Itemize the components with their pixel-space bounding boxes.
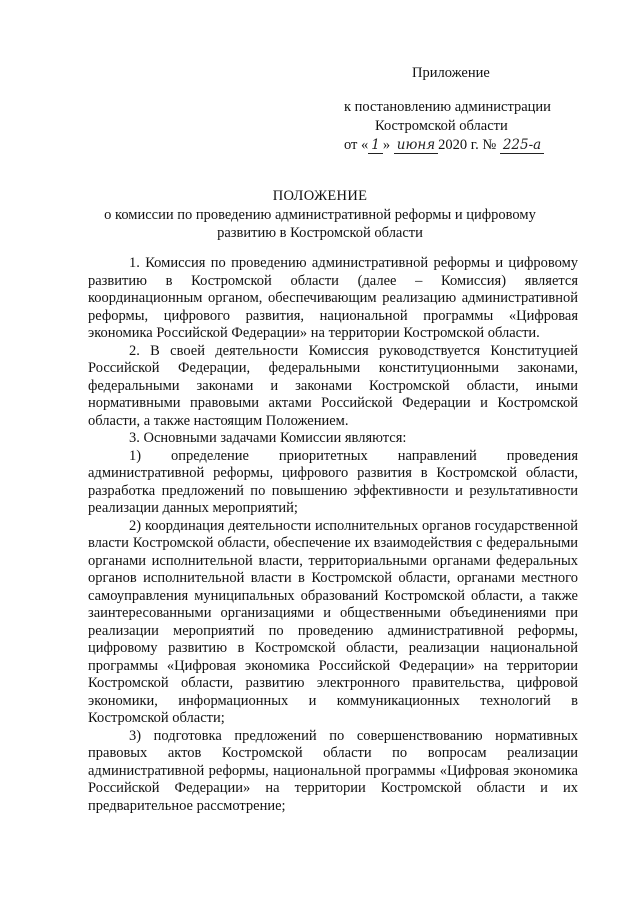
task-item-3: 3) подготовка предложений по совершенствованию нормативных правовых актов Костромской области по вопросам реализации административной реформы, национальной программы «Цифровая экономика Российской Федерации» на территории Костромской области и их предварительное рассмотрение; xyxy=(88,727,578,814)
date-day-handwritten: 1 xyxy=(368,138,383,154)
region-name: Костромской области xyxy=(375,118,508,134)
document-subtitle-line1: о комиссии по проведению административной реформы и цифровому xyxy=(104,207,536,223)
resolution-reference: к постановлению администрации xyxy=(344,99,551,115)
task-item-2: 2) координация деятельности исполнительных органов государственной власти Костромской области, обеспечение их взаимодействия с федеральными органами исполнительной власти, территориальными органами федеральных органов исполнительной власти в Костромской области, органами местного самоуправления муниципальных образований Костромской области, а также заинтересованными организациями и общественными объединениями при реализации мероприятий по проведению административной реформы, цифровому развитию в Костромской области, реализации национальной программы «Цифровая экономика Российской Федерации» на территории Костромской области, развитию электронного правительства, цифровой экономики, информационных и коммуникационных технологий в Костромской области; xyxy=(88,517,578,726)
paragraph-3: 3. Основными задачами Комиссии являются: xyxy=(129,430,407,446)
date-quote-close: » xyxy=(382,137,391,153)
resolution-date-line xyxy=(344,136,544,154)
resolution-number-handwritten: 225-а xyxy=(500,138,544,154)
document-body xyxy=(88,255,578,815)
paragraph-1: 1. Комиссия по проведению административной реформы и цифровому развитию в Костромской области (далее – Комиссия) является координационным органом, обеспечивающим реализацию административной реформы, цифрового развития, национальной программы «Цифровая экономика Российской Федерации» на территории Костромской области. xyxy=(88,255,578,341)
task-item-1: 1) определение приоритетных направлений проведения административной реформы, цифрового развития в Костромской области, разработка предложений по повышению эффективности и результативности реализации данных мероприятий; xyxy=(88,447,578,516)
date-prefix: от « xyxy=(344,137,369,153)
document-subtitle-line2: развитию в Костромской области xyxy=(217,225,423,241)
date-year-number: 2020 г. № xyxy=(438,137,497,153)
date-month-handwritten: июня xyxy=(394,138,438,154)
paragraph-2: 2. В своей деятельности Комиссия руководствуется Конституцией Российской Федерации, федеральными конституционными законами, федеральными законами и законами Костромской области, иными нормативными правовыми актами Российской Федерации и Костромской области, а также настоящим Положением. xyxy=(88,342,578,429)
appendix-label: Приложение xyxy=(412,65,490,81)
document-title: ПОЛОЖЕНИЕ xyxy=(272,188,368,204)
